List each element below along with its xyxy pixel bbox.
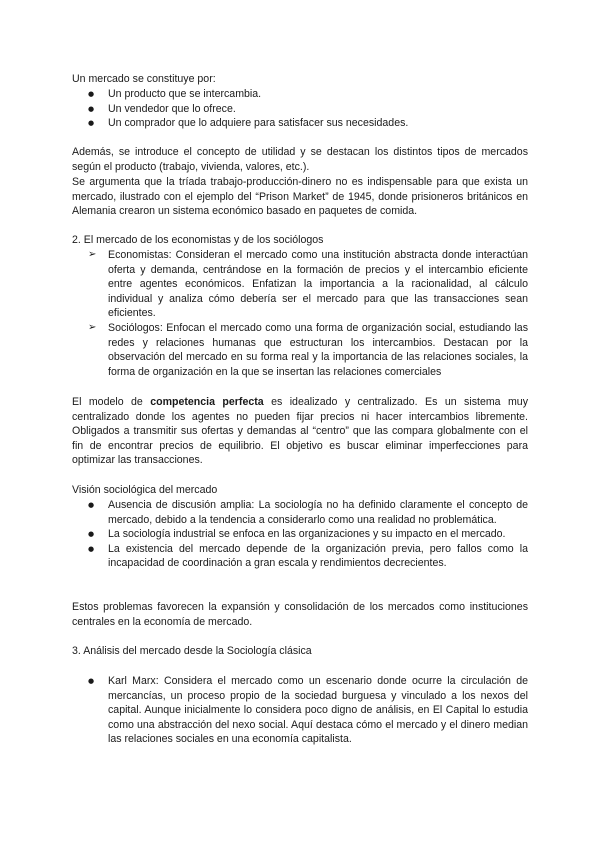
list-item: ● Un vendedor que lo ofrece. xyxy=(72,102,528,117)
competencia-term: competencia perfecta xyxy=(150,396,264,408)
paragraph-utilidad: Además, se introduce el concepto de utilidad y se destacan los distintos tipos de mercados según el producto (trabajo, vivienda, valores, etc.). xyxy=(72,146,528,173)
list-item: ● Ausencia de discusión amplia: La sociología no ha definido claramente el concepto de mercado, debido a la tendencia a considerarlo como una realidad no problemática. xyxy=(72,498,528,527)
list-item-economistas: ➢ Economistas: Consideran el mercado como una institución abstracta donde interactúan oferta y demanda, centrándose en la formación de precios y el intercambio eficiente entre agentes económicos. Enfatizan la importancia a la racionalidad, al cálculo individual y analiza cómo debería ser el mercado para que las transacciones sean eficientes. xyxy=(72,248,528,321)
competencia-text-post: es idealizado y centralizado. Es un sistema muy centralizado donde los agentes no pueden fijar precios ni hacer intercambios libremente. Obligados a transmitir sus ofertas y demandas al “centro” que las compara globalmente con el fin de encontrar precios de equilibrio. El objetivo es buscar eliminar imperfecciones para optimizar las transacciones. xyxy=(72,396,528,467)
competencia-text-pre: El modelo de xyxy=(72,396,151,408)
list-item: ● Un producto que se intercambia. xyxy=(72,87,528,102)
list-item: ● La sociología industrial se enfoca en las organizaciones y su impacto en el mercado. xyxy=(72,527,528,542)
list-item: ● Un comprador que lo adquiere para satisfacer sus necesidades. xyxy=(72,116,528,131)
list-item-karl-marx: ● Karl Marx: Considera el mercado como un escenario donde ocurre la circulación de mercancías, un proceso propio de la sociedad burguesa y vinculado a los nexos del capital. Aunque inicialmente lo considera poco digno de análisis, en El Capital lo estudia como una abstracción del nexo social. Aquí destaca cómo el mercado y el dinero median las relaciones sociales en una economía capitalista. xyxy=(72,674,528,747)
section-2-list xyxy=(72,248,528,379)
intro-lead: Un mercado se constituye por: xyxy=(72,73,216,85)
paragraph-conclusion: Estos problemas favorecen la expansión y consolidación de los mercados como instituciones centrales en la economía de mercado. xyxy=(72,601,528,628)
vision-list xyxy=(72,498,528,571)
list-item: ● La existencia del mercado depende de la organización previa, pero fallos como la incapacidad de coordinación a gran escala y rendimientos decrecientes. xyxy=(72,542,528,571)
section-3-list xyxy=(72,674,528,747)
vision-heading: Visión sociológica del mercado xyxy=(72,484,218,496)
paragraph-competencia-perfecta xyxy=(72,395,528,468)
section-2-heading: 2. El mercado de los economistas y de los sociólogos xyxy=(72,234,324,246)
paragraph-prison-market: Se argumenta que la tríada trabajo-producción-dinero no es indispensable para que exista un mercado, ilustrado con el ejemplo del “Prison Market” de 1945, donde prisioneros británicos en Alemania crearon un sistema económico basado en paquetes de comida. xyxy=(72,176,528,218)
list-item-sociologos: ➢ Sociólogos: Enfocan el mercado como una forma de organización social, estudiando las redes y relaciones humanas que estructuran los intercambios. Destacan por la observación del mercado en su forma real y la importancia de las relaciones sociales, la forma de organización en la que se insertan las relaciones comerciales xyxy=(72,321,528,379)
intro-list xyxy=(72,87,528,131)
section-3-heading: 3. Análisis del mercado desde la Sociología clásica xyxy=(72,645,312,657)
